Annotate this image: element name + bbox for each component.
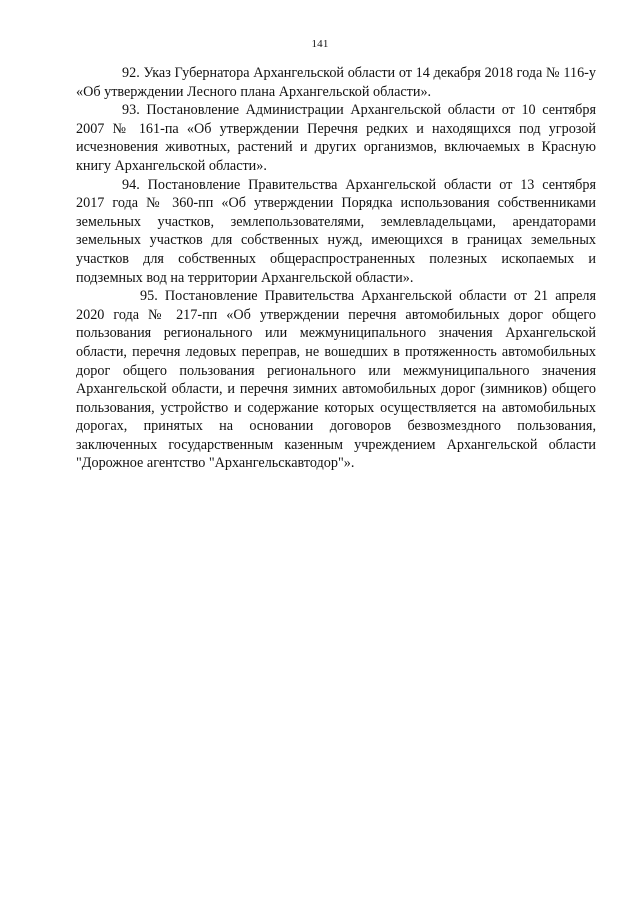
list-item-94: 94. Постановление Правительства Архангельской области от 13 сентября 2017 года № 360-пп «Об утверждении Порядка использования собственниками земельных участков, землепользователями, землевладельцами, арендаторами земельных участков для собственных нужд, имеющихся в границах земельных участков для собственных общераспространенных полезных ископаемых и подземных вод на территории Архангельской области». [76, 176, 596, 286]
list-item-93: 93. Постановление Администрации Архангельской области от 10 сентября 2007 № 161-па «Об утверждении Перечня редких и находящихся под угрозой исчезновения животных, растений и других организмов, включаемых в Красную книгу Архангельской области». [76, 102, 596, 174]
list-item-92: 92. Указ Губернатора Архангельской области от 14 декабря 2018 года № 116-у «Об утверждении Лесного плана Архангельской области». [76, 65, 596, 100]
list-item-95: 95. Постановление Правительства Архангельской области от 21 апреля 2020 года № 217-пп «Об утверждении перечня автомобильных дорог общего пользования регионального или межмуниципального значения Архангельской области, перечня ледовых переправ, не вошедших в протяженность автомобильных дорог общего пользования регионального или межмуниципального значения Архангельской области, и перечня зимних автомобильных дорог (зимников) общего пользования, устройство и содержание которых осуществляется на автомобильных дорогах, принятых на основании договоров безвозмездного пользования, заключенных государственным казенным учреждением Архангельской области "Дорожное агентство "Архангельскавтодор"». [76, 288, 596, 472]
document-body [76, 64, 596, 473]
page-number: 141 [311, 38, 329, 50]
